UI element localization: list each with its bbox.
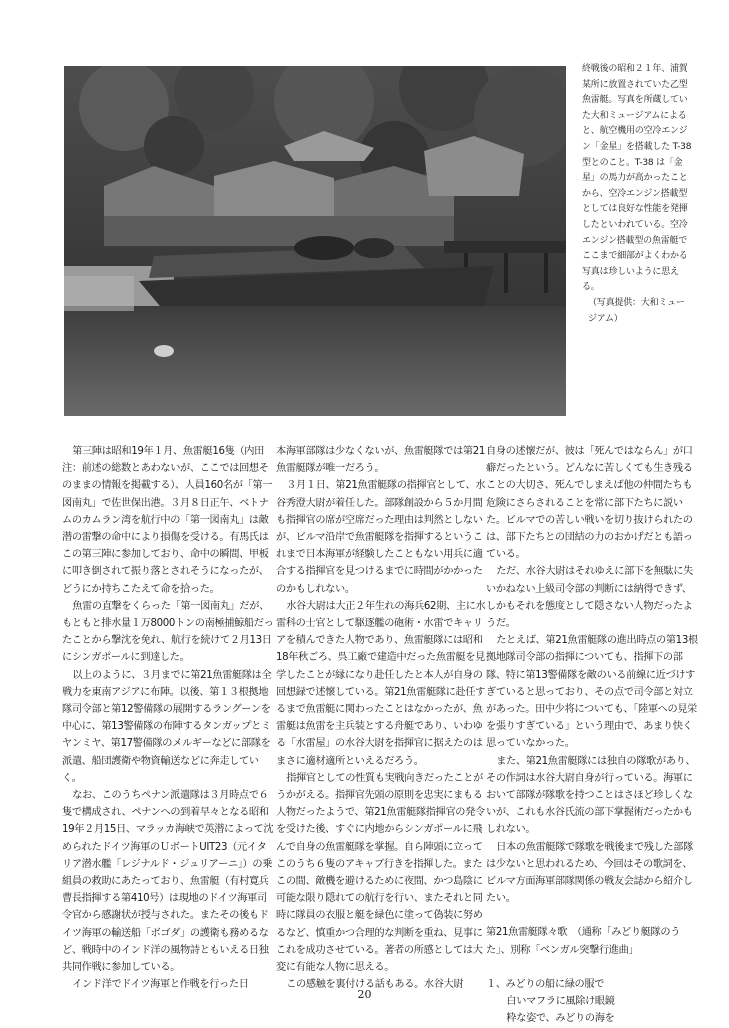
paragraph: ３月１日、第21魚雷艇隊の指揮官として、水谷秀澄大尉が着任した。部隊創設から５か月間も指揮官の席が空席だった理由は判然としないが、ビルマ沿岸で魚雷艇隊を指揮するというこれまで日本海軍が経験したこともない用兵に適合する指揮官を見つけるまでに時間がかかったのかもしれない。 [276, 480, 486, 595]
song-title: 第21魚雷艇隊々歌 （通称「みどり艇隊のうた」、別称「ベンガル突撃行進曲」 [486, 927, 681, 956]
torpedo-boat-image [64, 66, 566, 416]
text-column-1 [62, 443, 274, 994]
paragraph: 本海軍部隊は少なくないが、魚雷艇隊では第21魚雷艇隊が唯一だろう。 [276, 446, 486, 475]
text-column-2 [276, 443, 488, 994]
paragraph: 水谷大尉は大正２年生れの海兵62期、主に水雷科の士官として駆逐艦の砲術・水雷でキャリアを積んできた人物であり、魚雷艇隊には昭和18年秋ごろ、呉工廠で建造中だった魚雷艇を見学したことが縁になり赴任したと本人が自身の回想録で述懐している。第21魚雷艇隊に赴任するまで魚雷艇に関わったことはなかったが、魚雷艇は魚雷を主兵装とする舟艇であり、いわゆる「水雷屋」の水谷大尉を指揮官に据えたのはまさに適材適所といえるだろう。 [276, 600, 486, 767]
paragraph: 日本の魚雷艇隊で隊歌を戦後まで残した部隊は少ないと思われるため、今回はその歌詞を、ビルマ方面海軍部隊関係の戦友会誌から紹介したい。 [486, 841, 693, 905]
caption-credit: （写真提供：大和ミュージアム） [588, 297, 685, 324]
paragraph: ただ、水谷大尉はそれゆえに部下を無駄に失いかねない上級司令部の判断には納得できず、しかもそれを態度として隠さない人物だったようだ。 [486, 566, 693, 630]
song-line: １、みどりの船に緑の服で [486, 978, 605, 990]
paragraph: なお、このうちペナン派遣隊は３月時点で６隻で構成され、ペナンへの到着早々となる昭和19年２月15日、マラッカ海峡で英潜によって沈められたドイツ海軍のＵボートUIT23（元イタリア潜水艦「レジナルド・ジュリアーニ」）の乗組員の救助にあたっており、魚雷艇（有村寛兵曹長指揮する第410号）は現地のドイツ海軍司令官から感謝状が授与された。またその後もドイツ海軍の輸送船「ボゴダ」の護衛も務めるなど、戦時中のインド洋の風物詩ともいえる日独共同作戦に参加している。 [62, 790, 274, 974]
paragraph: たとえば、第21魚雷艇隊の進出時点の第13根拠地隊司令部の指揮についても、指揮下の部隊、特に第13警備隊を敵のいる前線に近づけすぎていると思っており、その点で司令部と対立があった。田中少将についても、「陸軍への見栄を張りすぎている」という理由で、あまり快く思っていなかった。 [486, 635, 698, 750]
text-column-3 [486, 443, 698, 1028]
boat-photo [64, 66, 566, 416]
song-line: 白いマフラに風除け眼鏡 [506, 996, 615, 1008]
page-number: 20 [357, 988, 372, 1001]
paragraph: 指揮官としての性質も実戦向きだったことがうかがえる。指揮官先頭の原則を忠実にまもる人物だったようで、第21魚雷艇隊指揮官の発令を受けた後、すぐに内地からシンガポールに飛んで自身の魚雷艇隊を掌握。自ら陣頭に立ってこのうち６隻のアキャブ行きを指揮した。またこの間、敵機を避けるために夜間、かつ島陰に可能な限り隠れての航行を行い、またそれと同時に隊員の衣服と艇を緑色に塗って偽装に努めるなど、慎重かつ合理的な判断を重ね、見事にこれを成功させている。著者の所感としては大変に有能な人物に思える。 [276, 772, 485, 974]
photo-caption [582, 62, 692, 327]
paragraph: 自身の述懐だが、彼は「死んではならん」が口癖だったという。どんなに苦しくても生き残ることの大切さ、死んでしまえば他の仲間たちも危険にさらされることを常に部下たちに説いた。ビルマでの苦しい戦いを切り抜けられたのは、部下たちとの団結の力のおかげだとも語っている。 [486, 446, 693, 561]
paragraph: 以上のように、３月までに第21魚雷艇隊は全戦力を東南アジアに布陣。以後、第１３根拠地隊司令部と第12警備隊の展開するラングーンを中心に、第13警備隊の布陣するタンガップとミヤンミヤ、第17警備隊のメルギーなどに部隊を派遣、船団護衛や物資輸送などに奔走していく。 [62, 669, 272, 784]
song-line: 粋な姿で、みどりの海を [506, 1013, 615, 1025]
paragraph: 第三陣は昭和19年１月、魚雷艇16隻（内田注：前述の総数とあわないが、ここでは回想そのままの情報を掲載する）、人員160名が「第一図南丸」で佐世保出港。３月８日正午、ベトナムのカムラン湾を航行中の「第一図南丸」は敵潜の雷撃の命中により損傷を受ける。有馬氏はこの第三陣に参加しており、命中の瞬間、甲板に叩き倒されて振り落とされそうになったが、どうにか持ちこたえて命を拾った。 [62, 446, 273, 595]
caption-text: 終戦後の昭和２１年、浦賀某所に放置されていた乙型魚雷艇。写真を所蔵していた大和ミュージアムによると、航空機用の空冷エンジン「金星」を搭載した T-38 型とのこと。T-38 は「金星」の馬力が高かったことから、空冷エンジン搭載型としては良好な性能を発揮したといわれている。空冷エンジン搭載型の魚雷艇でここまで細部がよくわかる写真は珍しいように思える。 [582, 64, 692, 293]
paragraph: 魚雷の直撃をくらった「第一図南丸」だが、もともと排水量１万8000トンの南極捕鯨船だったことから撃沈を免れ、航行を続けて２月13日にシンガポールに到達した。 [62, 600, 274, 664]
paragraph: インド洋でドイツ海軍と作戦を行った日 [72, 979, 249, 991]
paragraph: この感触を裏付ける話もある。水谷大尉 [286, 979, 464, 991]
paragraph: また、第21魚雷艇隊には独自の隊歌があり、その作詞は水谷大尉自身が行っている。海軍において部隊が隊歌を持つことはさほど珍しくないが、これも水谷氏流の部下掌握術だったかもしれない。 [486, 755, 696, 836]
